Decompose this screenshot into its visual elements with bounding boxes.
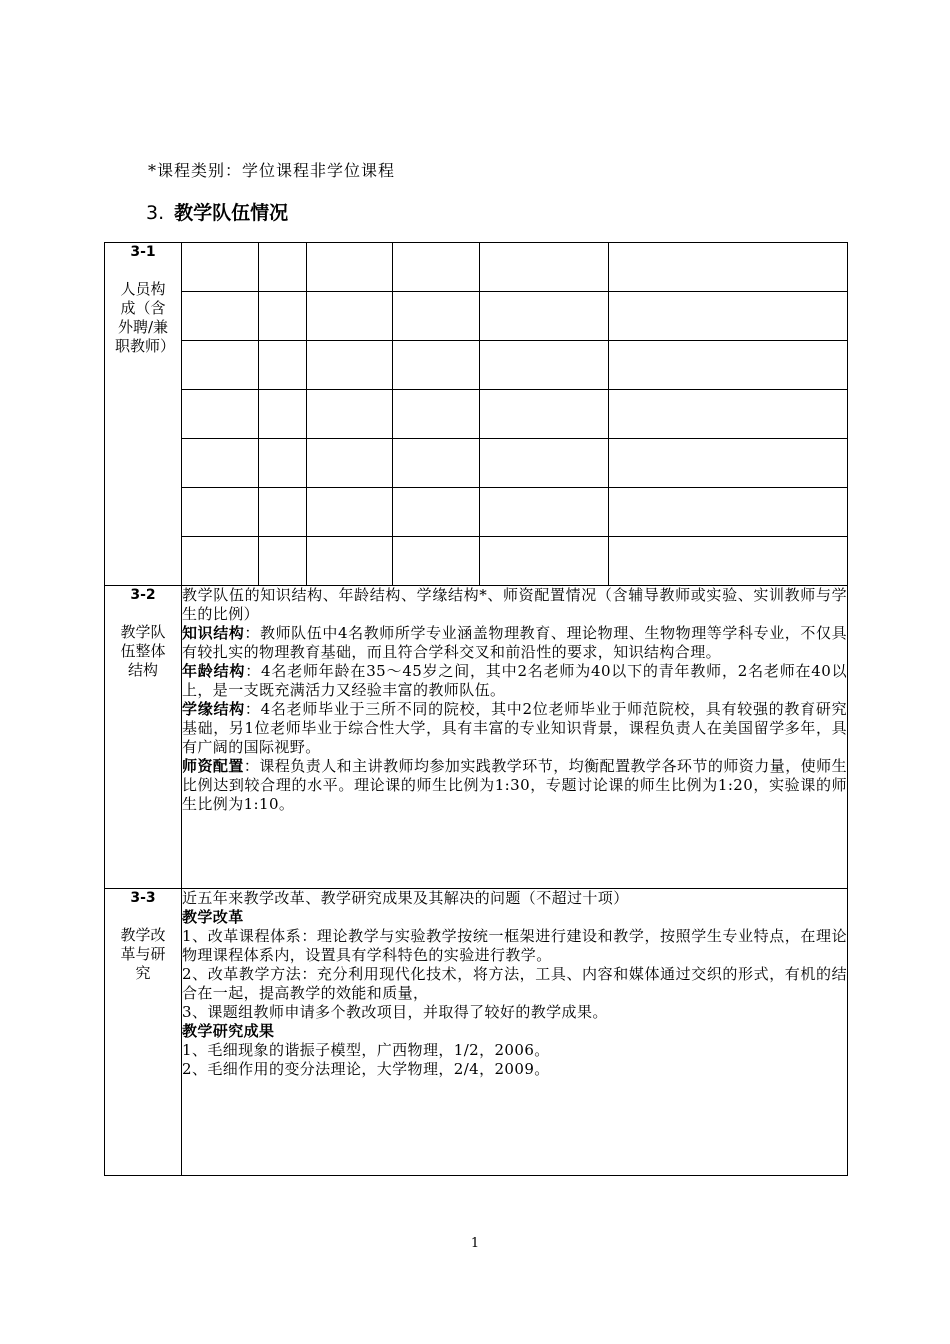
item-term: 知识结构 [182,624,245,642]
grid-cell[interactable] [479,439,608,488]
staff-grid-cell [182,243,848,586]
row-code: 3-1 [130,244,156,260]
grid-cell[interactable] [258,390,306,439]
academic-origin-paragraph [182,700,847,757]
grid-cell[interactable] [182,341,258,390]
grid-row [182,292,848,341]
row-3-2 [105,586,848,889]
grid-cell[interactable] [182,537,258,586]
grid-cell[interactable] [258,537,306,586]
item-text: ：4名老师年龄在35～45岁之间，其中2名老师为40以下的青年教师，2名老师在40以上，是一支既充满活力又经验丰富的教师队伍。 [182,662,848,699]
item-term: 学缘结构 [182,700,245,718]
grid-cell[interactable] [608,439,848,488]
row-title: 人员构成（含外聘/兼职教师） [115,280,176,355]
grid-row [182,439,848,488]
grid-cell[interactable] [479,537,608,586]
grid-cell[interactable] [608,537,848,586]
grid-row [182,537,848,586]
grid-cell[interactable] [392,488,479,537]
research-heading: 教学研究成果 [182,1022,275,1040]
research-item: 2、毛细作用的变分法理论，大学物理，2/4，2009。 [182,1060,550,1078]
reform-heading: 教学改革 [182,908,244,926]
item-text: ：课程负责人和主讲教师均参加实践教学环节，均衡配置教学各环节的师资力量，使师生比例达到较合理的水平。理论课的师生比例为1:30，专题讨论课的师生比例为1:20，实验课的师生比例为1:10。 [182,757,847,813]
grid-cell[interactable] [306,292,392,341]
item-text: ：教师队伍中4名教师所学专业涵盖物理教育、理论物理、生物物理等学科专业，不仅具有较扎实的物理教育基础，而且符合学科交叉和前沿性的要求，知识结构合理。 [182,624,847,661]
grid-cell[interactable] [479,243,608,292]
grid-cell[interactable] [608,292,848,341]
grid-cell[interactable] [392,243,479,292]
grid-cell[interactable] [258,341,306,390]
row-title: 教学队伍整体结构 [120,623,166,679]
grid-cell[interactable] [258,439,306,488]
grid-cell[interactable] [479,488,608,537]
grid-cell[interactable] [479,341,608,390]
grid-cell[interactable] [608,390,848,439]
reform-item: 2、改革教学方法：充分利用现代化技术，将方法，工具、内容和媒体通过交织的形式，有机的结合在一起，提高教学的效能和质量， [182,965,847,1002]
grid-cell[interactable] [306,537,392,586]
grid-cell[interactable] [479,292,608,341]
grid-cell[interactable] [306,341,392,390]
grid-cell[interactable] [182,292,258,341]
reform-intro: 近五年来教学改革、教学研究成果及其解决的问题（不超过十项） [182,889,629,907]
staffing-paragraph [182,757,847,814]
course-type-line: *课程类别：学位课程非学位课程 [148,161,396,180]
grid-row [182,243,848,292]
section-title: 教学队伍情况 [174,202,289,224]
grid-cell[interactable] [182,390,258,439]
section-number: 3. [146,202,165,224]
grid-cell[interactable] [258,292,306,341]
reform-item: 1、改革课程体系：理论教学与实验教学按统一框架进行建设和教学，按照学生专业特点，在理论物理课程体系内，设置具有学科特色的实验进行教学。 [182,927,847,964]
grid-row [182,488,848,537]
grid-cell[interactable] [392,292,479,341]
research-item: 1、毛细现象的谐振子模型，广西物理，1/2，2006。 [182,1041,550,1059]
grid-cell[interactable] [258,488,306,537]
grid-cell[interactable] [182,488,258,537]
structure-content[interactable] [182,586,848,889]
grid-cell[interactable] [392,390,479,439]
grid-cell[interactable] [392,439,479,488]
grid-cell[interactable] [392,537,479,586]
teaching-team-table [104,242,848,1176]
grid-row [182,390,848,439]
knowledge-structure-paragraph [182,624,847,662]
grid-cell[interactable] [608,341,848,390]
grid-cell[interactable] [182,439,258,488]
item-term: 年龄结构 [182,662,246,680]
grid-cell[interactable] [306,439,392,488]
grid-cell[interactable] [306,488,392,537]
grid-cell[interactable] [182,243,258,292]
grid-cell[interactable] [608,488,848,537]
grid-cell[interactable] [306,390,392,439]
row-title: 教学改革与研究 [120,926,166,982]
row-3-3-label [105,889,182,1176]
grid-cell[interactable] [258,243,306,292]
row-3-1 [105,243,848,586]
reform-item: 3、课题组教师申请多个教改项目，并取得了较好的教学成果。 [182,1003,608,1021]
grid-cell[interactable] [306,243,392,292]
row-code: 3-3 [130,890,156,906]
reform-content[interactable] [182,889,848,1176]
row-code: 3-2 [130,587,156,603]
structure-intro: 教学队伍的知识结构、年龄结构、学缘结构*、师资配置情况（含辅导教师或实验、实训教师与学生的比例） [182,586,847,623]
grid-cell[interactable] [392,341,479,390]
page-number: 1 [470,1236,480,1251]
staff-grid [182,243,848,585]
row-3-1-label [105,243,182,586]
row-3-3 [105,889,848,1176]
item-text: ：4名老师毕业于三所不同的院校，其中2位老师毕业于师范院校，具有较强的教育研究基础，另1位老师毕业于综合性大学，具有丰富的专业知识背景，课程负责人在美国留学多年，具有广阔的国际视野。 [182,700,847,756]
grid-cell[interactable] [608,243,848,292]
grid-cell[interactable] [479,390,608,439]
grid-row [182,341,848,390]
row-3-2-label [105,586,182,889]
item-term: 师资配置 [182,757,244,775]
section-heading [146,198,288,225]
age-structure-paragraph [182,662,847,700]
